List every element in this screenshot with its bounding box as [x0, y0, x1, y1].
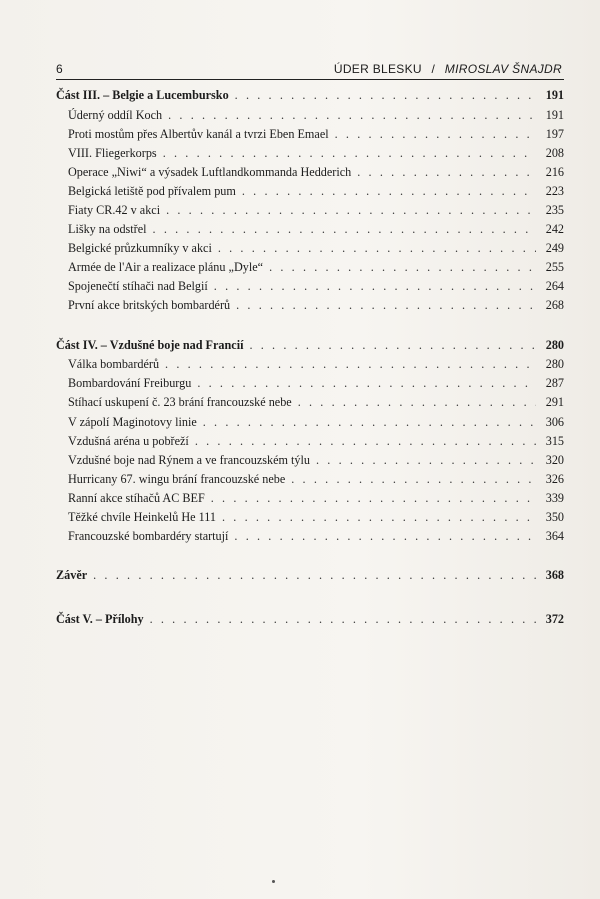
toc-entry-title: VIII. Fliegerkorps — [68, 146, 157, 160]
toc-entry — [56, 355, 564, 373]
toc-entry-page: 197 — [545, 127, 564, 141]
toc-entry — [56, 374, 564, 392]
toc-entry-page: 350 — [545, 510, 564, 524]
toc-entry — [56, 296, 564, 314]
toc-entry-page: 326 — [545, 472, 564, 486]
header-right — [328, 62, 562, 76]
toc-entry — [56, 413, 564, 431]
toc-entry — [56, 470, 564, 488]
toc-entry-title: Armée de l'Air a realizace plánu „Dyle“ — [68, 260, 264, 274]
toc-entry-page: 268 — [545, 298, 564, 312]
toc-entry-title: Fiaty CR.42 v akci — [68, 203, 161, 217]
toc-entry-page: 287 — [545, 376, 564, 390]
toc-entry-title: Ranní akce stíhačů AC BEF — [68, 491, 205, 505]
toc-entry-page: 255 — [545, 260, 564, 274]
toc-entry-page: 249 — [545, 241, 564, 255]
dot-leader — [166, 201, 536, 219]
dot-leader — [168, 106, 536, 124]
toc-entry-title: Stíhací uskupení č. 23 brání francouzské nebe — [68, 395, 292, 409]
dot-leader — [357, 163, 536, 181]
dot-leader — [235, 86, 536, 104]
toc-entry-page: 364 — [545, 529, 564, 543]
header-separator: / — [431, 62, 436, 76]
toc-entry-page: 372 — [545, 612, 564, 626]
dot-leader — [203, 413, 536, 431]
toc-entry-page: 216 — [545, 165, 564, 179]
speck-mark — [272, 880, 275, 883]
toc-entry — [56, 106, 564, 124]
toc-entry-page: 368 — [545, 568, 564, 582]
toc-entry-page: 264 — [545, 279, 564, 293]
toc-entry-title: První akce britských bombardérů — [68, 298, 231, 312]
toc-entry-title: Vzdušná aréna u pobřeží — [68, 434, 189, 448]
author-name: MIROSLAV ŠNAJDR — [444, 62, 562, 76]
dot-leader — [234, 527, 536, 545]
header-rule — [56, 79, 564, 80]
dot-leader — [218, 239, 536, 257]
toc-entry — [56, 163, 564, 181]
toc-entry-title: Závěr — [56, 568, 88, 582]
toc-entry-title: Válka bombardérů — [68, 357, 160, 371]
toc-entry-title: Spojenečtí stíhači nad Belgií — [68, 279, 208, 293]
toc-entry-title: Vzdušné boje nad Rýnem a ve francouzském týlu — [68, 453, 310, 467]
toc-entry — [56, 258, 564, 276]
dot-leader — [165, 355, 536, 373]
toc-entry-title: Těžké chvíle Heinkelů He 111 — [68, 510, 216, 524]
toc-entry — [56, 201, 564, 219]
toc-entry — [56, 144, 564, 162]
toc-entry-title: Bombardování Freiburgu — [68, 376, 192, 390]
dot-leader — [163, 144, 536, 162]
toc-entry-title: Lišky na odstřel — [68, 222, 147, 236]
toc-entry — [56, 508, 564, 526]
toc-part-entry — [56, 86, 564, 104]
toc-entry — [56, 432, 564, 450]
toc-entry-page: 280 — [545, 338, 564, 352]
toc-entry-page: 315 — [545, 434, 564, 448]
toc-entry — [56, 489, 564, 507]
toc-entry — [56, 220, 564, 238]
toc-entry — [56, 451, 564, 469]
toc-entry — [56, 393, 564, 411]
dot-leader — [150, 610, 536, 628]
dot-leader — [93, 566, 536, 584]
toc-entry-page: 235 — [545, 203, 564, 217]
dot-leader — [211, 489, 536, 507]
toc-entry-page: 280 — [545, 357, 564, 371]
toc-part-entry — [56, 566, 564, 584]
toc-entry-page: 223 — [545, 184, 564, 198]
running-header — [56, 56, 562, 76]
toc-entry-page: 339 — [545, 491, 564, 505]
dot-leader — [269, 258, 536, 276]
dot-leader — [316, 451, 536, 469]
page-number: 6 — [56, 62, 63, 76]
toc-part-entry — [56, 610, 564, 628]
dot-leader — [222, 508, 536, 526]
toc-entry-title: Část III. – Belgie a Lucembursko — [56, 88, 229, 102]
dot-leader — [236, 296, 536, 314]
toc-entry-title: Proti mostům přes Albertův kanál a tvrzi Eben Emael — [68, 127, 329, 141]
dot-leader — [335, 125, 536, 143]
dot-leader — [214, 277, 536, 295]
toc-entry-page: 208 — [545, 146, 564, 160]
toc-entry — [56, 527, 564, 545]
book-title: ÚDER BLESKU — [333, 62, 422, 76]
dot-leader — [153, 220, 536, 238]
toc-entry-title: Část V. – Přílohy — [56, 612, 144, 626]
toc-entry-page: 320 — [545, 453, 564, 467]
dot-leader — [242, 182, 536, 200]
dot-leader — [195, 432, 536, 450]
toc-entry-title: Hurricany 67. wingu brání francouzské nebe — [68, 472, 286, 486]
toc-entry-page: 242 — [545, 222, 564, 236]
toc-entry-page: 306 — [545, 415, 564, 429]
toc-entry-title: Belgická letiště pod přívalem pum — [68, 184, 236, 198]
toc-entry-title: Belgické průzkumníky v akci — [68, 241, 212, 255]
toc-entry-title: Úderný oddíl Koch — [68, 108, 163, 122]
toc-entry-title: Část IV. – Vzdušné boje nad Francií — [56, 338, 244, 352]
toc-entry-page: 191 — [545, 108, 564, 122]
toc-entry — [56, 182, 564, 200]
dot-leader — [197, 374, 536, 392]
dot-leader — [249, 336, 536, 354]
toc-entry — [56, 125, 564, 143]
toc-entry-title: Francouzské bombardéry startují — [68, 529, 229, 543]
dot-leader — [298, 393, 536, 411]
toc-entry-title: V zápolí Maginotovy linie — [68, 415, 197, 429]
dot-leader — [291, 470, 536, 488]
toc-entry-title: Operace „Niwi“ a výsadek Luftlandkommanda Hedderich — [68, 165, 352, 179]
toc-entry-page: 291 — [545, 395, 564, 409]
toc-part-entry — [56, 336, 564, 354]
toc-entry — [56, 277, 564, 295]
toc-entry-page: 191 — [545, 88, 564, 102]
toc-entry — [56, 239, 564, 257]
